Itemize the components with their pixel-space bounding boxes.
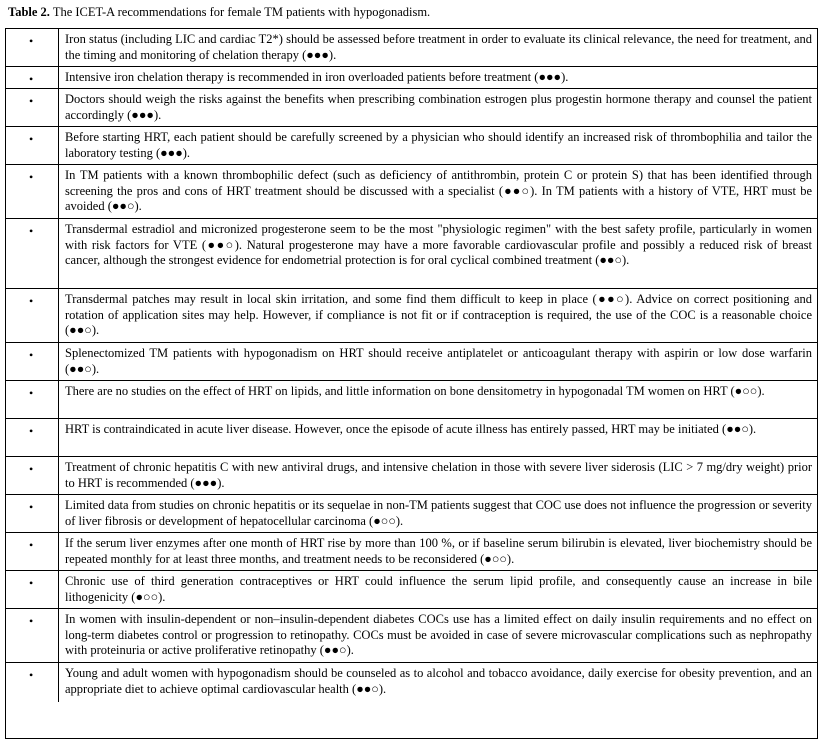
recommendation-text: Intensive iron chelation therapy is recommended in iron overloaded patients before treatment (●●●). xyxy=(65,70,569,84)
table-caption xyxy=(8,4,430,20)
bullet-icon: • xyxy=(29,500,34,514)
recommendation-text: There are no studies on the effect of HRT on lipids, and little information on bone densitometry in hypogonadal TM women on HRT (●○○). xyxy=(65,384,765,398)
bullet-cell xyxy=(6,533,59,570)
table-row xyxy=(6,343,817,381)
bullet-cell xyxy=(6,89,59,126)
table-row xyxy=(6,381,817,419)
bullet-cell xyxy=(6,67,59,88)
bullet-cell xyxy=(6,495,59,532)
table-row xyxy=(6,289,817,343)
bullet-icon: • xyxy=(29,170,34,184)
recommendation-text: Treatment of chronic hepatitis C with new antiviral drugs, and intensive chelation in those with severe liver siderosis (LIC > 7 mg/dry weight) prior to HRT is recommended (●●●). xyxy=(65,460,812,490)
bullet-icon: • xyxy=(29,576,34,590)
table-row xyxy=(6,457,817,495)
bullet-icon: • xyxy=(29,424,34,438)
bullet-cell xyxy=(6,609,59,662)
bullet-cell xyxy=(6,343,59,380)
table-row xyxy=(6,127,817,165)
bullet-icon: • xyxy=(29,224,34,238)
bullet-cell xyxy=(6,127,59,164)
recommendation-text: In women with insulin-dependent or non–insulin-dependent diabetes COCs use has a limited effect on daily insulin requirements and no effect on long-term diabetes control or progression to retinopathy. COCs must be avoided in case of severe microvascular complications such as nephropathy with proteinuria or active proliferative retinopathy (●●○). xyxy=(65,612,812,657)
table-row xyxy=(6,419,817,457)
bullet-icon: • xyxy=(29,348,34,362)
bullet-cell xyxy=(6,663,59,702)
bullet-icon: • xyxy=(29,72,34,86)
bullet-icon: • xyxy=(29,538,34,552)
bullet-icon: • xyxy=(29,294,34,308)
recommendation-text: HRT is contraindicated in acute liver disease. However, once the episode of acute illness has entirely passed, HRT may be initiated (●●○). xyxy=(65,422,757,436)
recommendation-text: Before starting HRT, each patient should be carefully screened by a physician who should identify an increased risk of thrombophilia and tailor the laboratory testing (●●●). xyxy=(65,130,812,160)
table-row xyxy=(6,67,817,89)
table-row xyxy=(6,29,817,67)
table-row xyxy=(6,533,817,571)
recommendation-text: Splenectomized TM patients with hypogonadism on HRT should receive antiplatelet or anticoagulant therapy with aspirin or low dose warfarin (●●○). xyxy=(65,346,812,376)
table-title: The ICET-A recommendations for female TM patients with hypogonadism. xyxy=(52,5,431,19)
table-row xyxy=(6,165,817,219)
bullet-cell xyxy=(6,457,59,494)
table-row xyxy=(6,663,817,702)
bullet-icon: • xyxy=(29,132,34,146)
table-row xyxy=(6,219,817,289)
bullet-icon: • xyxy=(29,94,34,108)
recommendation-text: In TM patients with a known thrombophilic defect (such as deficiency of antithrombin, protein C or protein S) that has been identified through screening the pros and cons of HRT treatment should be discussed with a specialist (●●○). In TM patients with a history of VTE, HRT must be avoided (●●○). xyxy=(65,168,812,213)
bullet-cell xyxy=(6,219,59,288)
recommendation-text: Transdermal patches may result in local skin irritation, and some find them difficult to keep in place (●●○). Advice on correct positioning and rotation of application sites may help. However, if compliance is not fit or if contraception is required, the use of the COC is a reasonable choice (●●○). xyxy=(65,292,812,337)
recommendation-text: Limited data from studies on chronic hepatitis or its sequelae in non-TM patients suggest that COC use does not influence the progression or severity of liver fibrosis or development of hepatocellular carcinoma (●○○). xyxy=(65,498,812,528)
bullet-icon: • xyxy=(29,34,34,48)
table-row xyxy=(6,495,817,533)
bullet-cell xyxy=(6,381,59,418)
recommendation-text: Doctors should weigh the risks against the benefits when prescribing combination estrogen plus progestin hormone therapy and counsel the patient accordingly (●●●). xyxy=(65,92,812,122)
recommendation-text: Chronic use of third generation contraceptives or HRT could influence the serum lipid profile, and consequently cause an increase in bile lithogenicity (●○○). xyxy=(65,574,812,604)
recommendation-text: Transdermal estradiol and micronized progesterone seem to be the most "physiologic regimen" with the best safety profile, particularly in women with risk factors for VTE (●●○). Natural progesterone may have a more favorable cardiovascular profile and possibly a reduced risk of breast cancer, although the strongest evidence for endometrial protection is for oral cyclical combined treatment (●●○). xyxy=(65,222,812,267)
recommendation-text: If the serum liver enzymes after one month of HRT rise by more than 100 %, or if baseline serum bilirubin is elevated, liver biochemistry should be repeated monthly for at least three months, and treatment needs to be reconsidered (●○○). xyxy=(65,536,812,566)
bullet-cell xyxy=(6,29,59,66)
bullet-cell xyxy=(6,419,59,456)
bullet-icon: • xyxy=(29,462,34,476)
table-row xyxy=(6,571,817,609)
recommendation-text: Young and adult women with hypogonadism should be counseled as to alcohol and tobacco avoidance, daily exercise for obesity prevention, and an appropriate diet to achieve optimal cardiovascular health (●●○). xyxy=(65,666,812,696)
bullet-cell xyxy=(6,571,59,608)
bullet-icon: • xyxy=(29,668,34,682)
table-row xyxy=(6,609,817,663)
recommendation-text: Iron status (including LIC and cardiac T2*) should be assessed before treatment in order to evaluate its clinical relevance, the need for treatment, and the timing and monitoring of chelation therapy (●●●). xyxy=(65,32,812,62)
recommendations-table xyxy=(5,28,818,739)
bullet-icon: • xyxy=(29,386,34,400)
table-label: Table 2. xyxy=(8,5,50,19)
bullet-cell xyxy=(6,165,59,218)
bullet-cell xyxy=(6,289,59,342)
bullet-icon: • xyxy=(29,614,34,628)
table-row xyxy=(6,89,817,127)
